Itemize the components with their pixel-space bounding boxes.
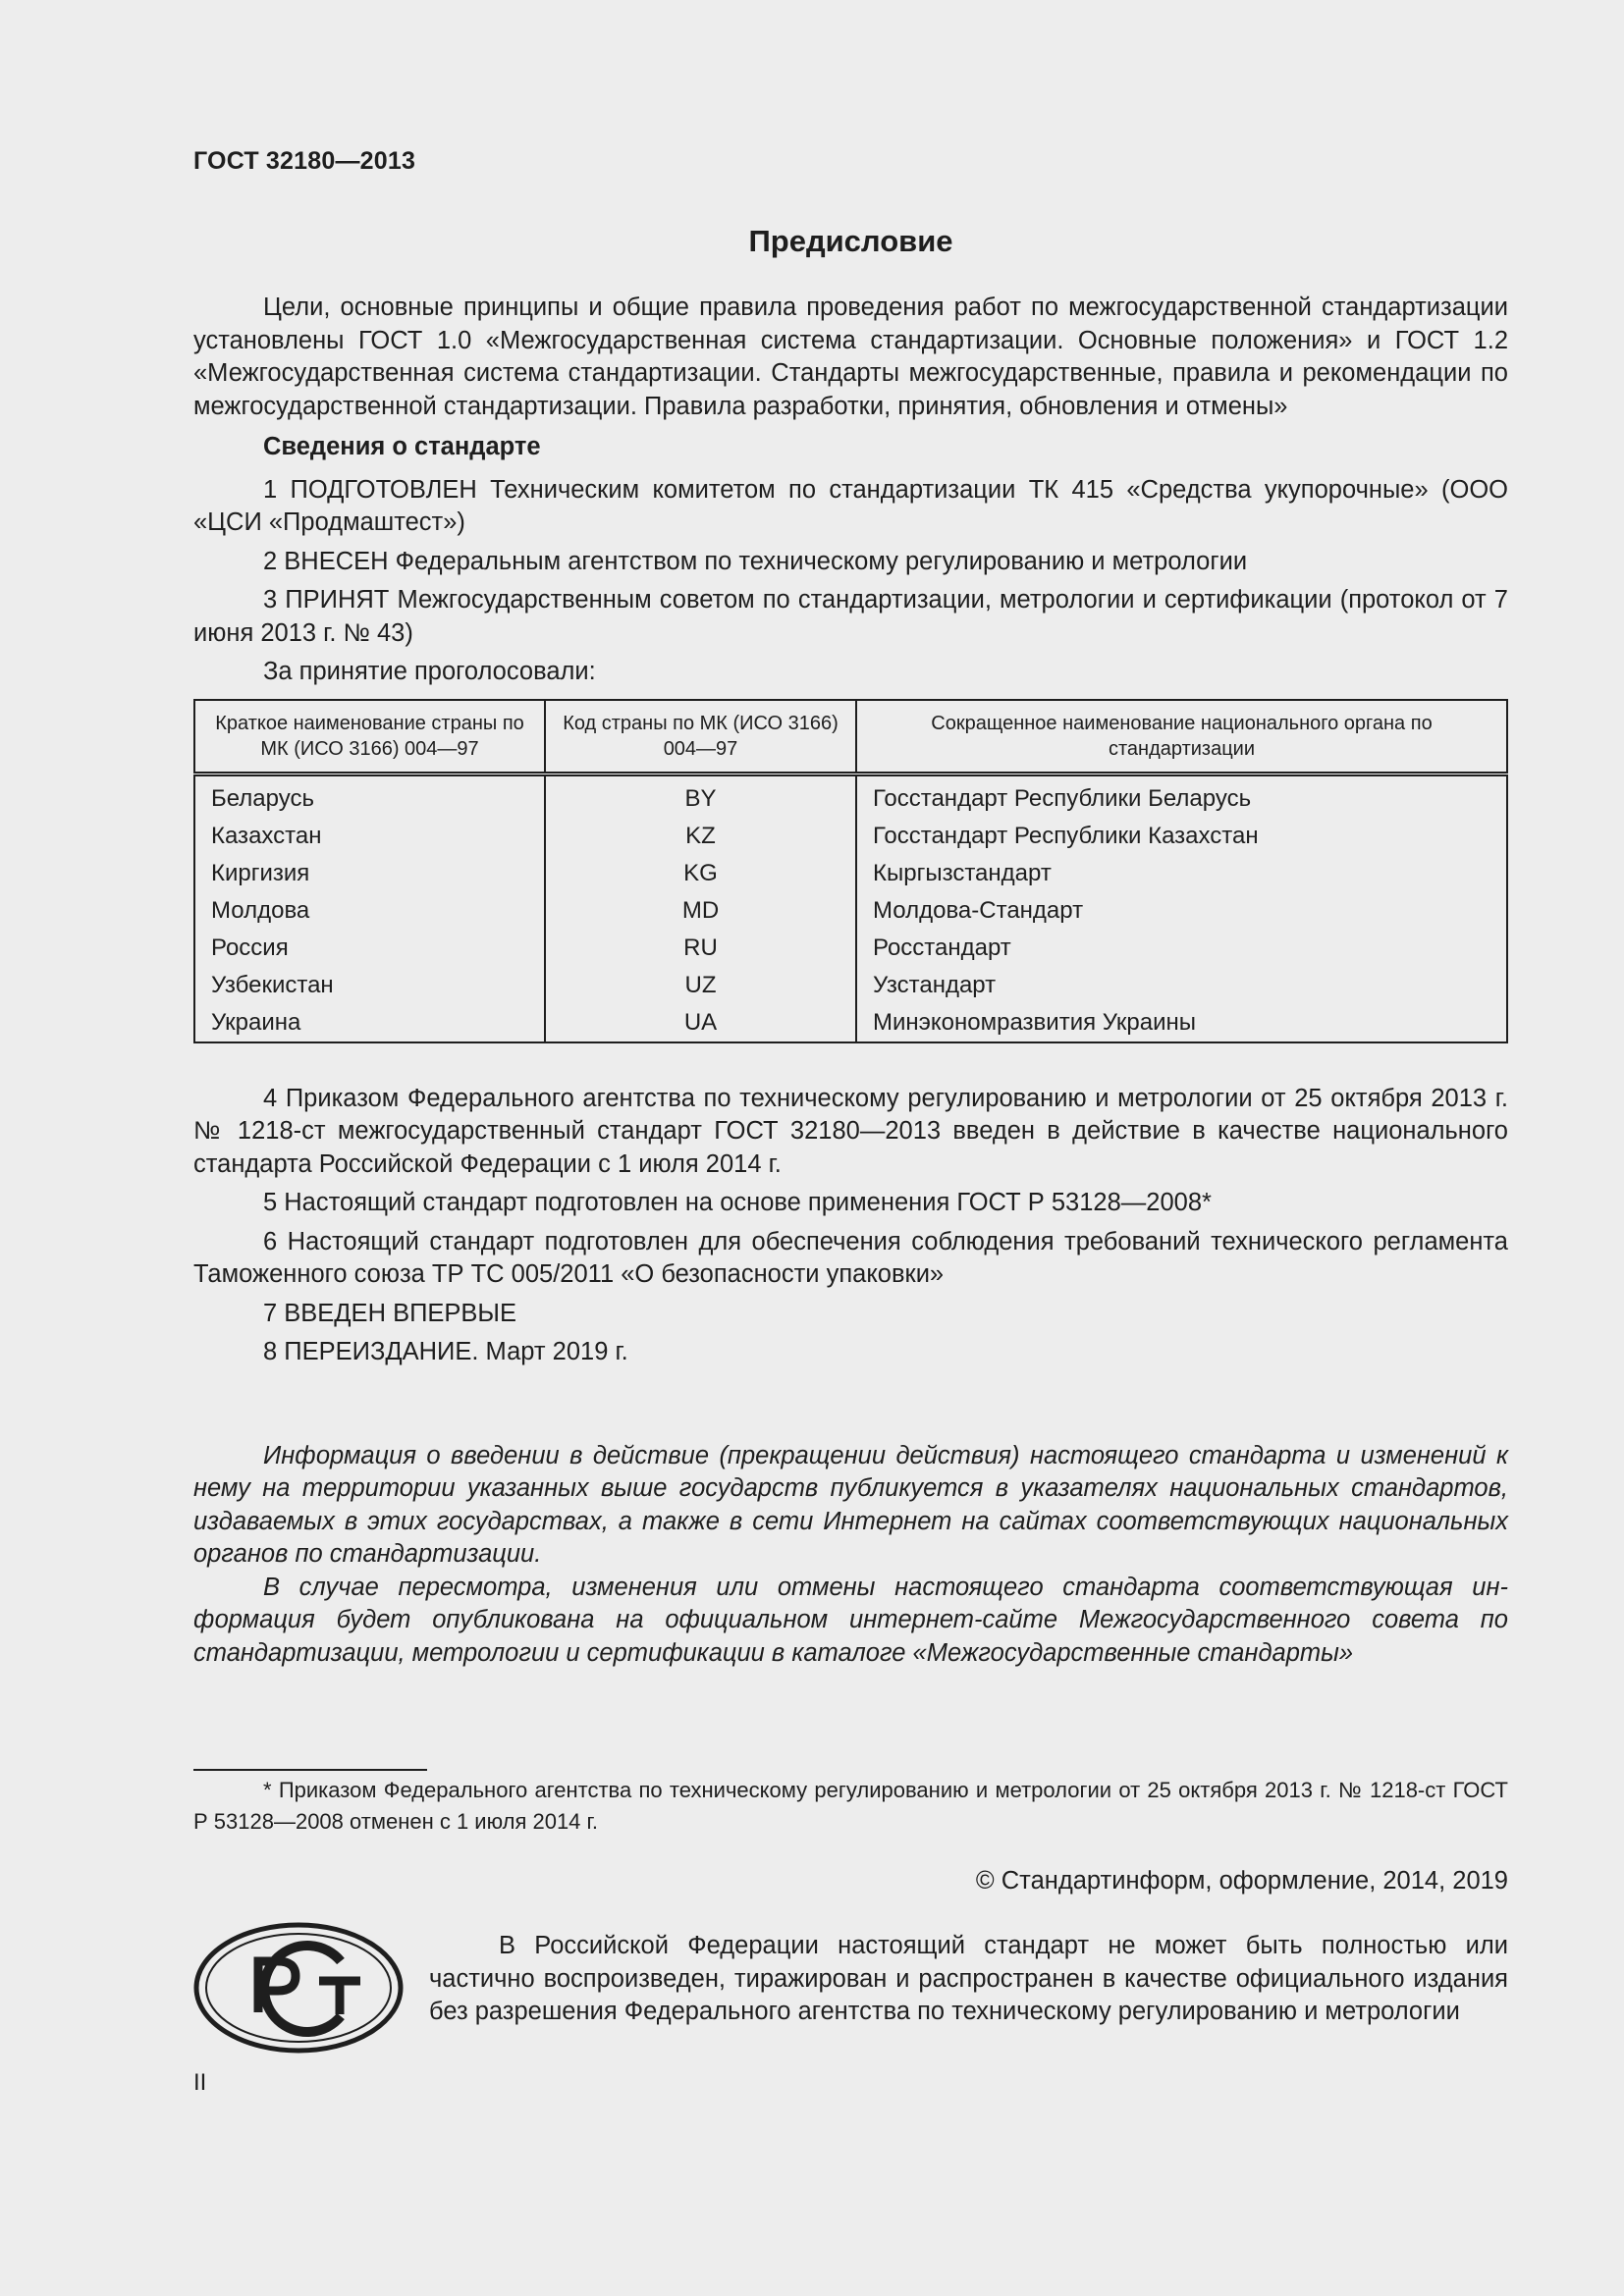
item-paragraph: 4 Приказом Федерального агентства по техническому регулированию и метрологии от 25 октября 2013 г. № 1218-ст межгосударственный стандарт ГОСТ 32180—2013 введен в действие в качестве национального стандарта Российской Федерации с 1 июля 2014 г.	[193, 1084, 1508, 1178]
code-cell: RU	[545, 930, 856, 967]
table-row	[194, 818, 1507, 855]
page-title: Предисловие	[748, 224, 953, 258]
country-cell: Молдова	[211, 896, 310, 924]
authority-cell: Госстандарт Республики Казахстан	[856, 818, 1507, 855]
footnote-divider	[193, 1769, 427, 1771]
authority-cell: Молдова-Стандарт	[856, 892, 1507, 930]
table-row	[194, 855, 1507, 892]
notice-paragraph: Информация о введении в действие (прекращении действия) настоящего стандарта и изменений к нему на территории указанных выше государств публикуется в указателях национальных стандартов, издаваемых в этих государствах, а также в сети Интернет на сайтах соответствующих национальных органов по стандартизации.	[193, 1441, 1508, 1568]
table-row	[194, 1004, 1507, 1042]
table-row	[194, 892, 1507, 930]
country-cell: Беларусь	[211, 784, 314, 812]
code-cell: BY	[545, 774, 856, 818]
table-header-row	[194, 700, 1507, 774]
item-paragraph: 2 ВНЕСЕН Федеральным агентством по техническому регулированию и метрологии	[263, 547, 1248, 575]
column-header-authority: Сокращенное наименование национального органа по стандартизации	[856, 700, 1507, 774]
country-cell: Россия	[211, 934, 289, 961]
item-paragraph: 3 ПРИНЯТ Межгосударственным советом по стандартизации, метрологии и сертификации (протокол от 7 июня 2013 г. № 43)	[193, 586, 1508, 647]
main-content	[193, 292, 1508, 1670]
item-paragraph: 6 Настоящий стандарт подготовлен для обеспечения соблюдения требований технического регламента Таможенного союза ТР ТС 005/2011 «О безопасности упаковки»	[193, 1227, 1508, 1288]
authority-cell: Узстандарт	[856, 967, 1507, 1004]
item-paragraph: 5 Настоящий стандарт подготовлен на основе применения ГОСТ Р 53128—2008*	[263, 1189, 1212, 1216]
country-cell: Узбекистан	[211, 971, 334, 998]
member-states-table	[193, 699, 1508, 1043]
code-cell: UZ	[545, 967, 856, 1004]
intro-paragraph: Цели, основные принципы и общие правила проведения работ по межгосударственной стандартизации установлены ГОСТ 1.0 «Межгосударственная система стандартизации. Основные положения» и ГОСТ 1.2 «Межгосударственная система стандартизации. Стандарты межгосударственные, правила и рекомендации по межгосударственной стандартизации. Правила разработки, принятия, обновления и отмены»	[193, 294, 1508, 420]
code-cell: KZ	[545, 818, 856, 855]
country-cell: Киргизия	[211, 859, 310, 886]
page-number: II	[193, 2069, 207, 2096]
country-cell: Казахстан	[211, 822, 322, 849]
authority-cell: Госстандарт Республики Беларусь	[856, 774, 1507, 818]
copyright-notice: © Стандартинформ, оформление, 2014, 2019	[975, 1867, 1508, 1895]
item-paragraph: 8 ПЕРЕИЗДАНИЕ. Март 2019 г.	[263, 1338, 628, 1365]
column-header-code: Код страны по МК (ИСО 3166) 004—97	[545, 700, 856, 774]
notice-paragraph: В случае пересмотра, изменения или отмены настоящего стандарта соответствующая информация будет опубликована на официальном интернет-сайте Межгосударственного совета по стандартизации, метрологии и сертификации в каталоге «Межгосударственные стандарты»	[193, 1573, 1508, 1667]
info-heading: Сведения о стандарте	[263, 433, 541, 460]
item-paragraph: 1 ПОДГОТОВЛЕН Техническим комитетом по стандартизации ТК 415 «Средства укупорочные» (ООО «ЦСИ «Продмаштест»)	[193, 475, 1508, 536]
document-code: ГОСТ 32180—2013	[193, 147, 416, 175]
code-cell: MD	[545, 892, 856, 930]
table-row	[194, 774, 1507, 818]
code-cell: UA	[545, 1004, 856, 1042]
rst-certification-mark-icon	[193, 1922, 404, 2058]
column-header-country: Краткое наименование страны по МК (ИСО 3166) 004—97	[194, 700, 545, 774]
rights-notice: В Российской Федерации настоящий стандарт не может быть полностью или частично воспроизведен, тиражирован и распространен в качестве официального издания без разрешения Федерального агентства по техническому регулированию и метрологии	[429, 1932, 1508, 2025]
code-cell: KG	[545, 855, 856, 892]
table-row	[194, 930, 1507, 967]
item-paragraph: За принятие проголосовали:	[263, 658, 596, 685]
authority-cell: Кыргызстандарт	[856, 855, 1507, 892]
item-paragraph: 7 ВВЕДЕН ВПЕРВЫЕ	[263, 1299, 517, 1327]
authority-cell: Минэкономразвития Украины	[856, 1004, 1507, 1042]
notice-block	[193, 1440, 1508, 1671]
footnote: * Приказом Федерального агентства по техническому регулированию и метрологии от 25 октября 2013 г. № 1218-ст ГОСТ Р 53128—2008 отменен с 1 июля 2014 г.	[193, 1778, 1508, 1834]
country-cell: Украина	[211, 1008, 301, 1036]
table-row	[194, 967, 1507, 1004]
authority-cell: Росстандарт	[856, 930, 1507, 967]
